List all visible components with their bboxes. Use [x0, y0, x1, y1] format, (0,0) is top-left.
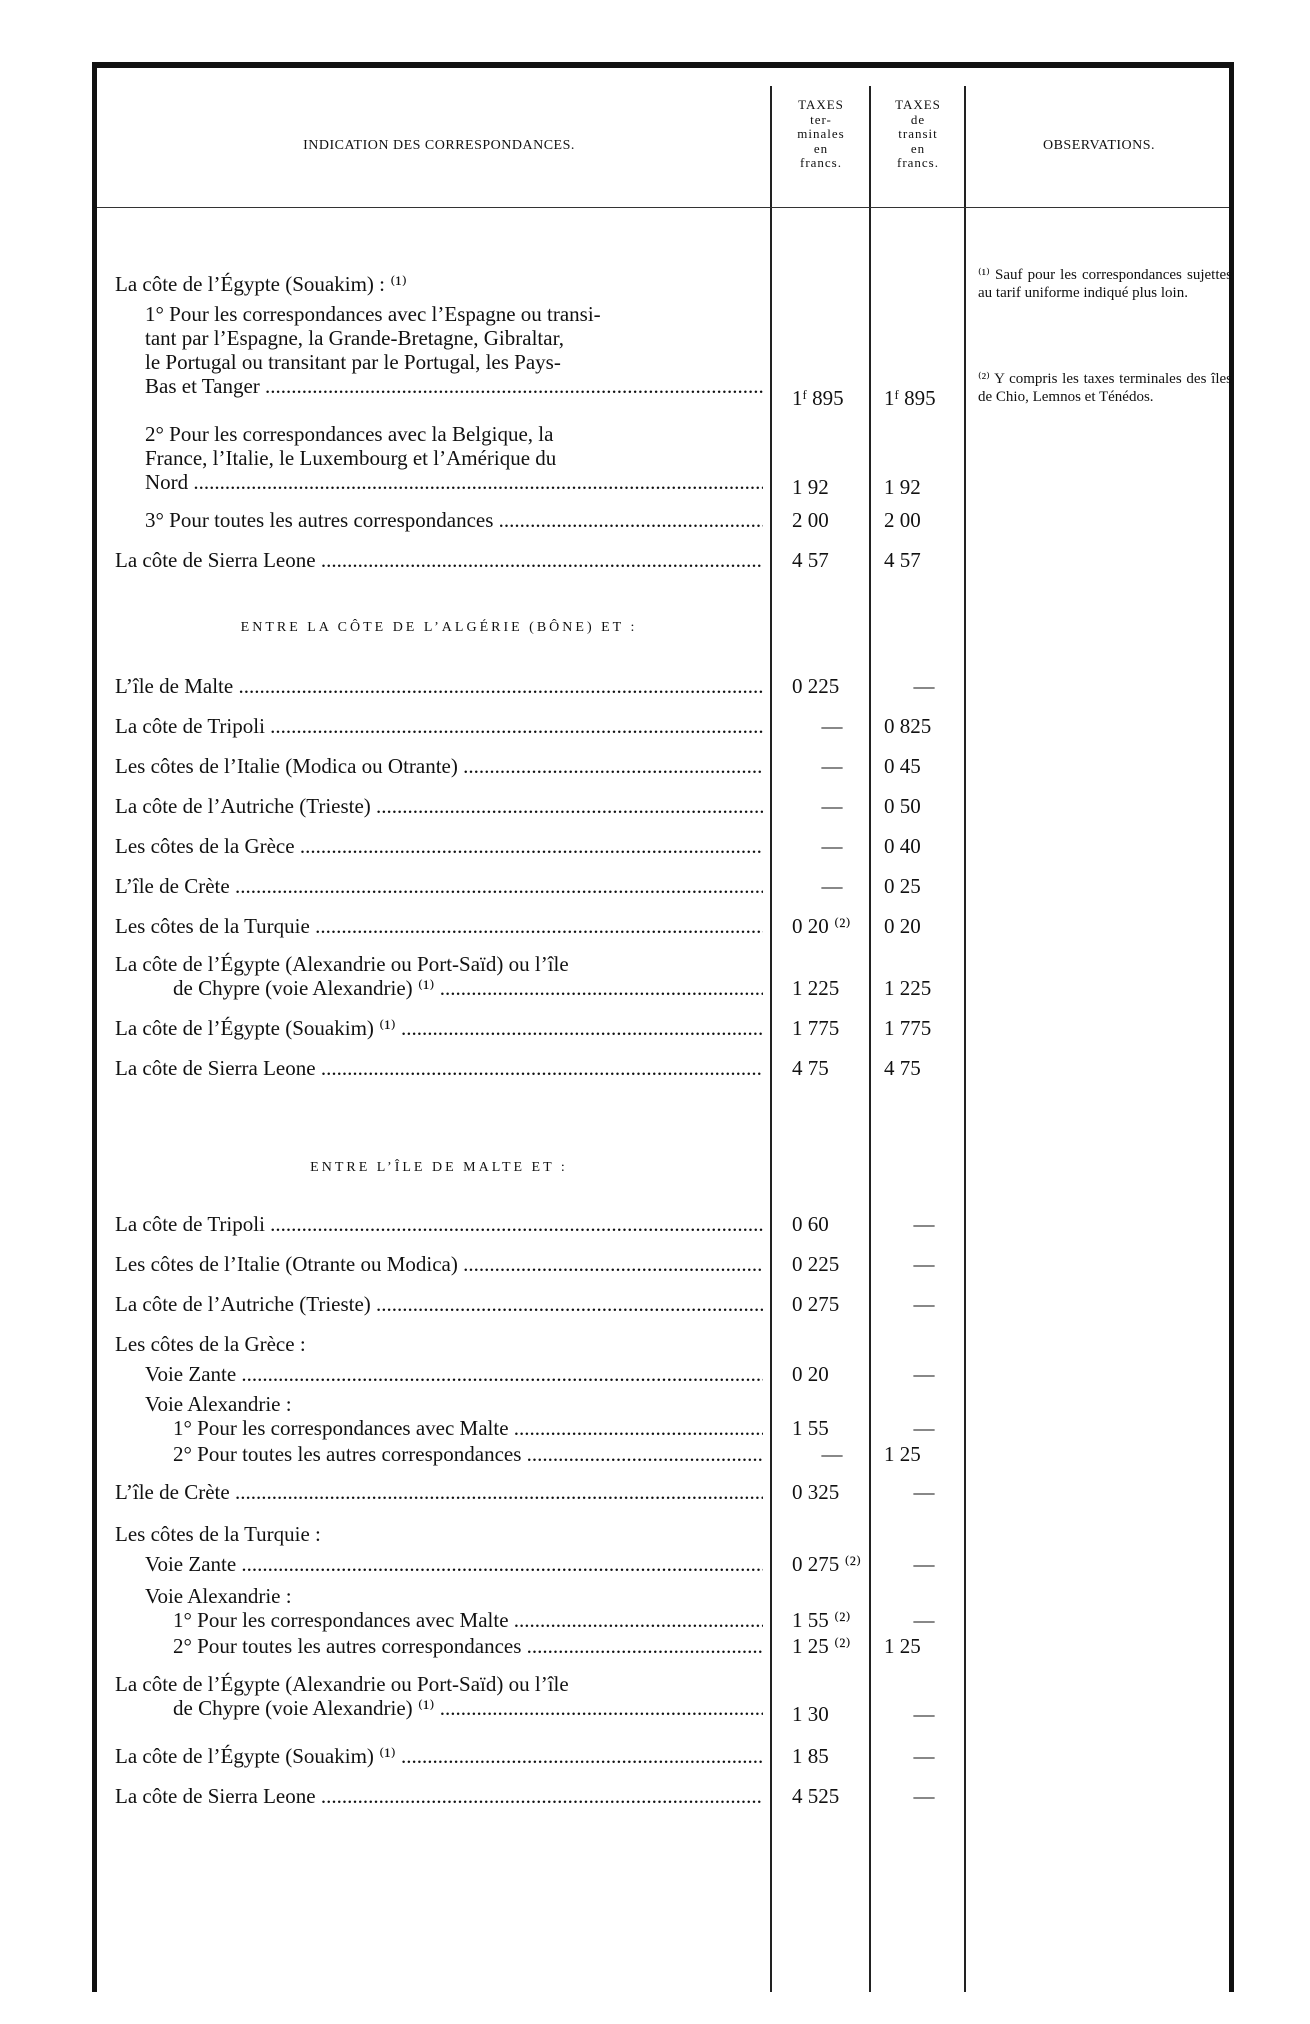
malte-crete-transit: —: [913, 1480, 935, 1504]
egypte-sierra-transit: 4 57: [884, 548, 921, 572]
egypte-item-3: 3° Pour toutes les autres correspondances .....: [115, 508, 763, 532]
algerie-egypte-alex-terminal: 1 225: [792, 976, 840, 1000]
malte-grece-alex-2-terminal: —: [821, 1442, 843, 1466]
algerie-row: La côte de Sierra Leone .....: [115, 1056, 763, 1080]
left-border: [92, 62, 97, 1992]
malte-turquie-zante: Voie Zante .....: [115, 1552, 763, 1576]
malte-row-transit: —: [913, 1252, 935, 1276]
egypte-sierra-terminal: 4 57: [792, 548, 829, 572]
algerie-row: Les côtes de la Turquie .....: [115, 914, 763, 938]
malte-row-terminal: 0 60: [792, 1212, 829, 1236]
egypte-item-1-terminal: 1ᶠ 895: [792, 386, 844, 410]
malte-turquie-alex-2-transit: 1 25: [884, 1634, 921, 1658]
algerie-row-terminal: —: [821, 714, 843, 738]
algerie-row: L’île de Malte .....: [115, 674, 763, 698]
algerie-row: Les côtes de l’Italie (Modica ou Otrante) .....: [115, 754, 763, 778]
algerie-row-terminal: —: [821, 754, 843, 778]
algerie-row-transit: 4 75: [884, 1056, 921, 1080]
malte-grece-alex-1: 1° Pour les correspondances avec Malte .....: [115, 1416, 763, 1440]
malte-turquie-alex-1-transit: —: [913, 1608, 935, 1632]
malte-grece-alexandrie: Voie Alexandrie :: [145, 1392, 292, 1416]
header-rule: [97, 207, 1229, 208]
malte-row-transit: —: [913, 1212, 935, 1236]
algerie-row-terminal: —: [821, 794, 843, 818]
malte-row: Les côtes de l’Italie (Otrante ou Modica) .....: [115, 1252, 763, 1276]
header-observations: OBSERVATIONS.: [1042, 138, 1156, 153]
section-algerie-title: ENTRE LA CÔTE DE L’ALGÉRIE (BÔNE) ET :: [240, 620, 638, 635]
right-border: [1229, 62, 1234, 1992]
algerie-row: La côte de l’Égypte (Souakim) ⁽¹⁾ .....: [115, 1016, 763, 1040]
algerie-row: L’île de Crète .....: [115, 874, 763, 898]
egypte-item-3-transit: 2 00: [884, 508, 921, 532]
malte-turquie-alex-1: 1° Pour les correspondances avec Malte .....: [115, 1608, 763, 1632]
malte-row-transit: —: [913, 1292, 935, 1316]
algerie-row-transit: 0 825: [884, 714, 932, 738]
malte-souakim-transit: —: [913, 1744, 935, 1768]
algerie-row-transit: 0 40: [884, 834, 921, 858]
algerie-row-transit: 0 25: [884, 874, 921, 898]
observation-note-2: ⁽²⁾ Y compris les taxes terminales des îles de Chio, Lemnos et Ténédos.: [978, 371, 1232, 405]
malte-turquie-zante-transit: —: [913, 1552, 935, 1576]
algerie-row-terminal: 0 225: [792, 674, 840, 698]
malte-grece-zante-transit: —: [913, 1362, 935, 1386]
malte-souakim-terminal: 1 85: [792, 1744, 829, 1768]
header-taxes-transit: TAXES de transit en francs.: [895, 97, 941, 171]
observation-note-1: ⁽¹⁾ Sauf pour les correspondances sujettes au tarif uniforme indiqué plus loin.: [978, 267, 1232, 301]
algerie-row-terminal: 0 20 ⁽²⁾: [792, 914, 851, 938]
egypte-souakim-title: La côte de l’Égypte (Souakim) : ⁽¹⁾: [115, 272, 407, 296]
malte-grece-zante: Voie Zante .....: [115, 1362, 763, 1386]
malte-egypte-alex-terminal: 1 30: [792, 1702, 829, 1726]
malte-grece-alex-2-transit: 1 25: [884, 1442, 921, 1466]
top-border: [92, 62, 1234, 68]
egypte-item-3-terminal: 2 00: [792, 508, 829, 532]
algerie-egypte-alexandrie: La côte de l’Égypte (Alexandrie ou Port-Saïd) ou l’île de Chypre (voie Alexandrie) ⁽¹⁾ .....: [115, 952, 763, 1000]
malte-egypte-alexandrie: La côte de l’Égypte (Alexandrie ou Port-Saïd) ou l’île de Chypre (voie Alexandrie) ⁽¹⁾ .....: [115, 1672, 763, 1720]
malte-crete-terminal: 0 325: [792, 1480, 840, 1504]
algerie-egypte-alex-transit: 1 225: [884, 976, 932, 1000]
malte-turquie-heading: Les côtes de la Turquie :: [115, 1522, 321, 1546]
column-divider-1: [770, 86, 772, 1992]
header-indication: INDICATION DES CORRESPONDANCES.: [303, 138, 575, 153]
algerie-row: La côte de l’Autriche (Trieste) .....: [115, 794, 763, 818]
algerie-row-terminal: 4 75: [792, 1056, 829, 1080]
malte-row: La côte de l’Autriche (Trieste) .....: [115, 1292, 763, 1316]
malte-grece-alex-1-terminal: 1 55: [792, 1416, 829, 1440]
malte-grece-alex-1-transit: —: [913, 1416, 935, 1440]
egypte-item-2-transit: 1 92: [884, 475, 921, 499]
malte-grece-zante-terminal: 0 20: [792, 1362, 829, 1386]
malte-grece-heading: Les côtes de la Grèce :: [115, 1332, 306, 1356]
malte-sierra-transit: —: [913, 1784, 935, 1808]
malte-turquie-zante-terminal: 0 275 ⁽²⁾: [792, 1552, 862, 1576]
section-malte-title: ENTRE L’ÎLE DE MALTE ET :: [310, 1160, 568, 1175]
algerie-row-transit: —: [913, 674, 935, 698]
malte-grece-alex-2: 2° Pour toutes les autres correspondances .....: [115, 1442, 763, 1466]
malte-turquie-alex-1-terminal: 1 55 ⁽²⁾: [792, 1608, 851, 1632]
egypte-sierra-leone: La côte de Sierra Leone .....: [115, 548, 763, 572]
malte-turquie-alex-2: 2° Pour toutes les autres correspondances .....: [115, 1634, 763, 1658]
malte-egypte-souakim: La côte de l’Égypte (Souakim) ⁽¹⁾ .....: [115, 1744, 763, 1768]
column-divider-3: [964, 86, 966, 1992]
algerie-row-terminal: —: [821, 874, 843, 898]
malte-row: La côte de Tripoli .....: [115, 1212, 763, 1236]
malte-sierra-leone: La côte de Sierra Leone .....: [115, 1784, 763, 1808]
egypte-item-2-terminal: 1 92: [792, 475, 829, 499]
algerie-row: La côte de Tripoli .....: [115, 714, 763, 738]
malte-sierra-terminal: 4 525: [792, 1784, 840, 1808]
algerie-row: Les côtes de la Grèce .....: [115, 834, 763, 858]
header-taxes-terminales: TAXES ter- minales en francs.: [797, 97, 845, 171]
malte-turquie-alex-2-terminal: 1 25 ⁽²⁾: [792, 1634, 851, 1658]
egypte-item-1: 1° Pour les correspondances avec l’Espagne ou transi- tant par l’Espagne, la Grande-Bretagne, Gibraltar, le Portugal ou transitant par le Portugal, les Pays- Bas et Tanger .....: [115, 302, 763, 398]
algerie-row-transit: 0 45: [884, 754, 921, 778]
malte-row-terminal: 0 275: [792, 1292, 840, 1316]
algerie-row-transit: 0 50: [884, 794, 921, 818]
algerie-row-terminal: —: [821, 834, 843, 858]
egypte-item-1-transit: 1ᶠ 895: [884, 386, 936, 410]
algerie-row-transit: 1 775: [884, 1016, 932, 1040]
egypte-item-2: 2° Pour les correspondances avec la Belgique, la France, l’Italie, le Luxembourg et l’Amérique du Nord .....: [115, 422, 763, 494]
algerie-row-terminal: 1 775: [792, 1016, 840, 1040]
malte-row-terminal: 0 225: [792, 1252, 840, 1276]
malte-crete: L’île de Crète .....: [115, 1480, 763, 1504]
malte-turquie-alexandrie: Voie Alexandrie :: [145, 1584, 292, 1608]
algerie-row-transit: 0 20: [884, 914, 921, 938]
malte-egypte-alex-transit: —: [913, 1702, 935, 1726]
